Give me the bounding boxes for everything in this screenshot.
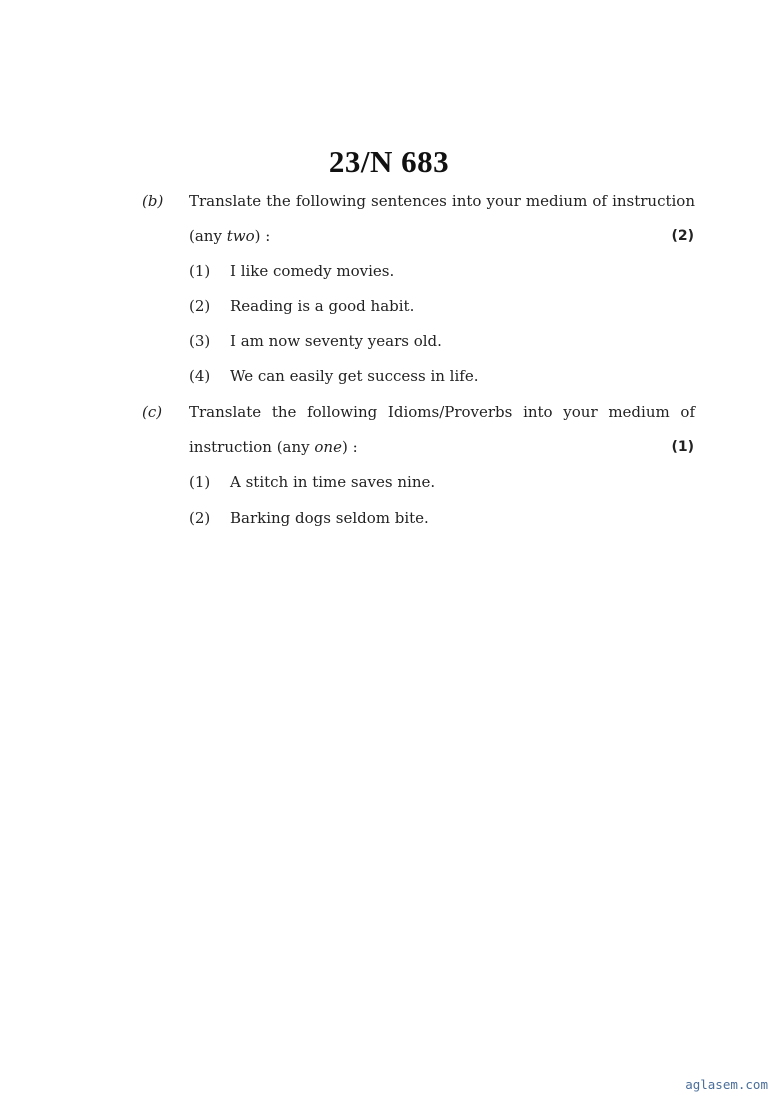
list-item-text: A stitch in time saves nine. — [230, 473, 436, 491]
question-b-text: Translate the following sentences into your medium of instruction — [189, 192, 695, 210]
question-b-instruction-pre: (any — [189, 227, 227, 245]
list-item-text: We can easily get success in life. — [230, 367, 479, 385]
list-item-text: Reading is a good habit. — [230, 297, 415, 315]
question-c-instruction-post: ) : — [341, 438, 358, 456]
question-c-text: Translate the following Idioms/Proverbs into your medium of — [189, 403, 695, 421]
question-b-marks: (2) — [671, 228, 694, 244]
paper-code: 23/N 683 — [328, 144, 450, 179]
question-c-label: (c) — [142, 403, 163, 421]
question-c-marks: (1) — [671, 439, 694, 455]
list-item-number: (4) — [189, 367, 211, 385]
question-b-instruction-em: two — [226, 227, 255, 245]
list-item-text: I like comedy movies. — [230, 262, 395, 280]
list-item-number: (1) — [189, 262, 211, 280]
list-item-number: (1) — [189, 473, 211, 491]
question-c-instruction-pre: instruction (any — [189, 438, 315, 456]
watermark-link[interactable]: aglasem.com — [685, 1077, 768, 1092]
question-c-instruction-em: one — [314, 438, 342, 456]
list-item-number: (2) — [189, 297, 211, 315]
question-b-instruction — [189, 226, 270, 246]
list-item-number: (3) — [189, 332, 211, 350]
list-item-text: Barking dogs seldom bite. — [230, 509, 429, 527]
question-b-instruction-post: ) : — [254, 227, 271, 245]
list-item-text: I am now seventy years old. — [230, 332, 442, 350]
question-c-instruction — [189, 437, 358, 457]
list-item-number: (2) — [189, 509, 211, 527]
question-b-label: (b) — [142, 192, 164, 210]
